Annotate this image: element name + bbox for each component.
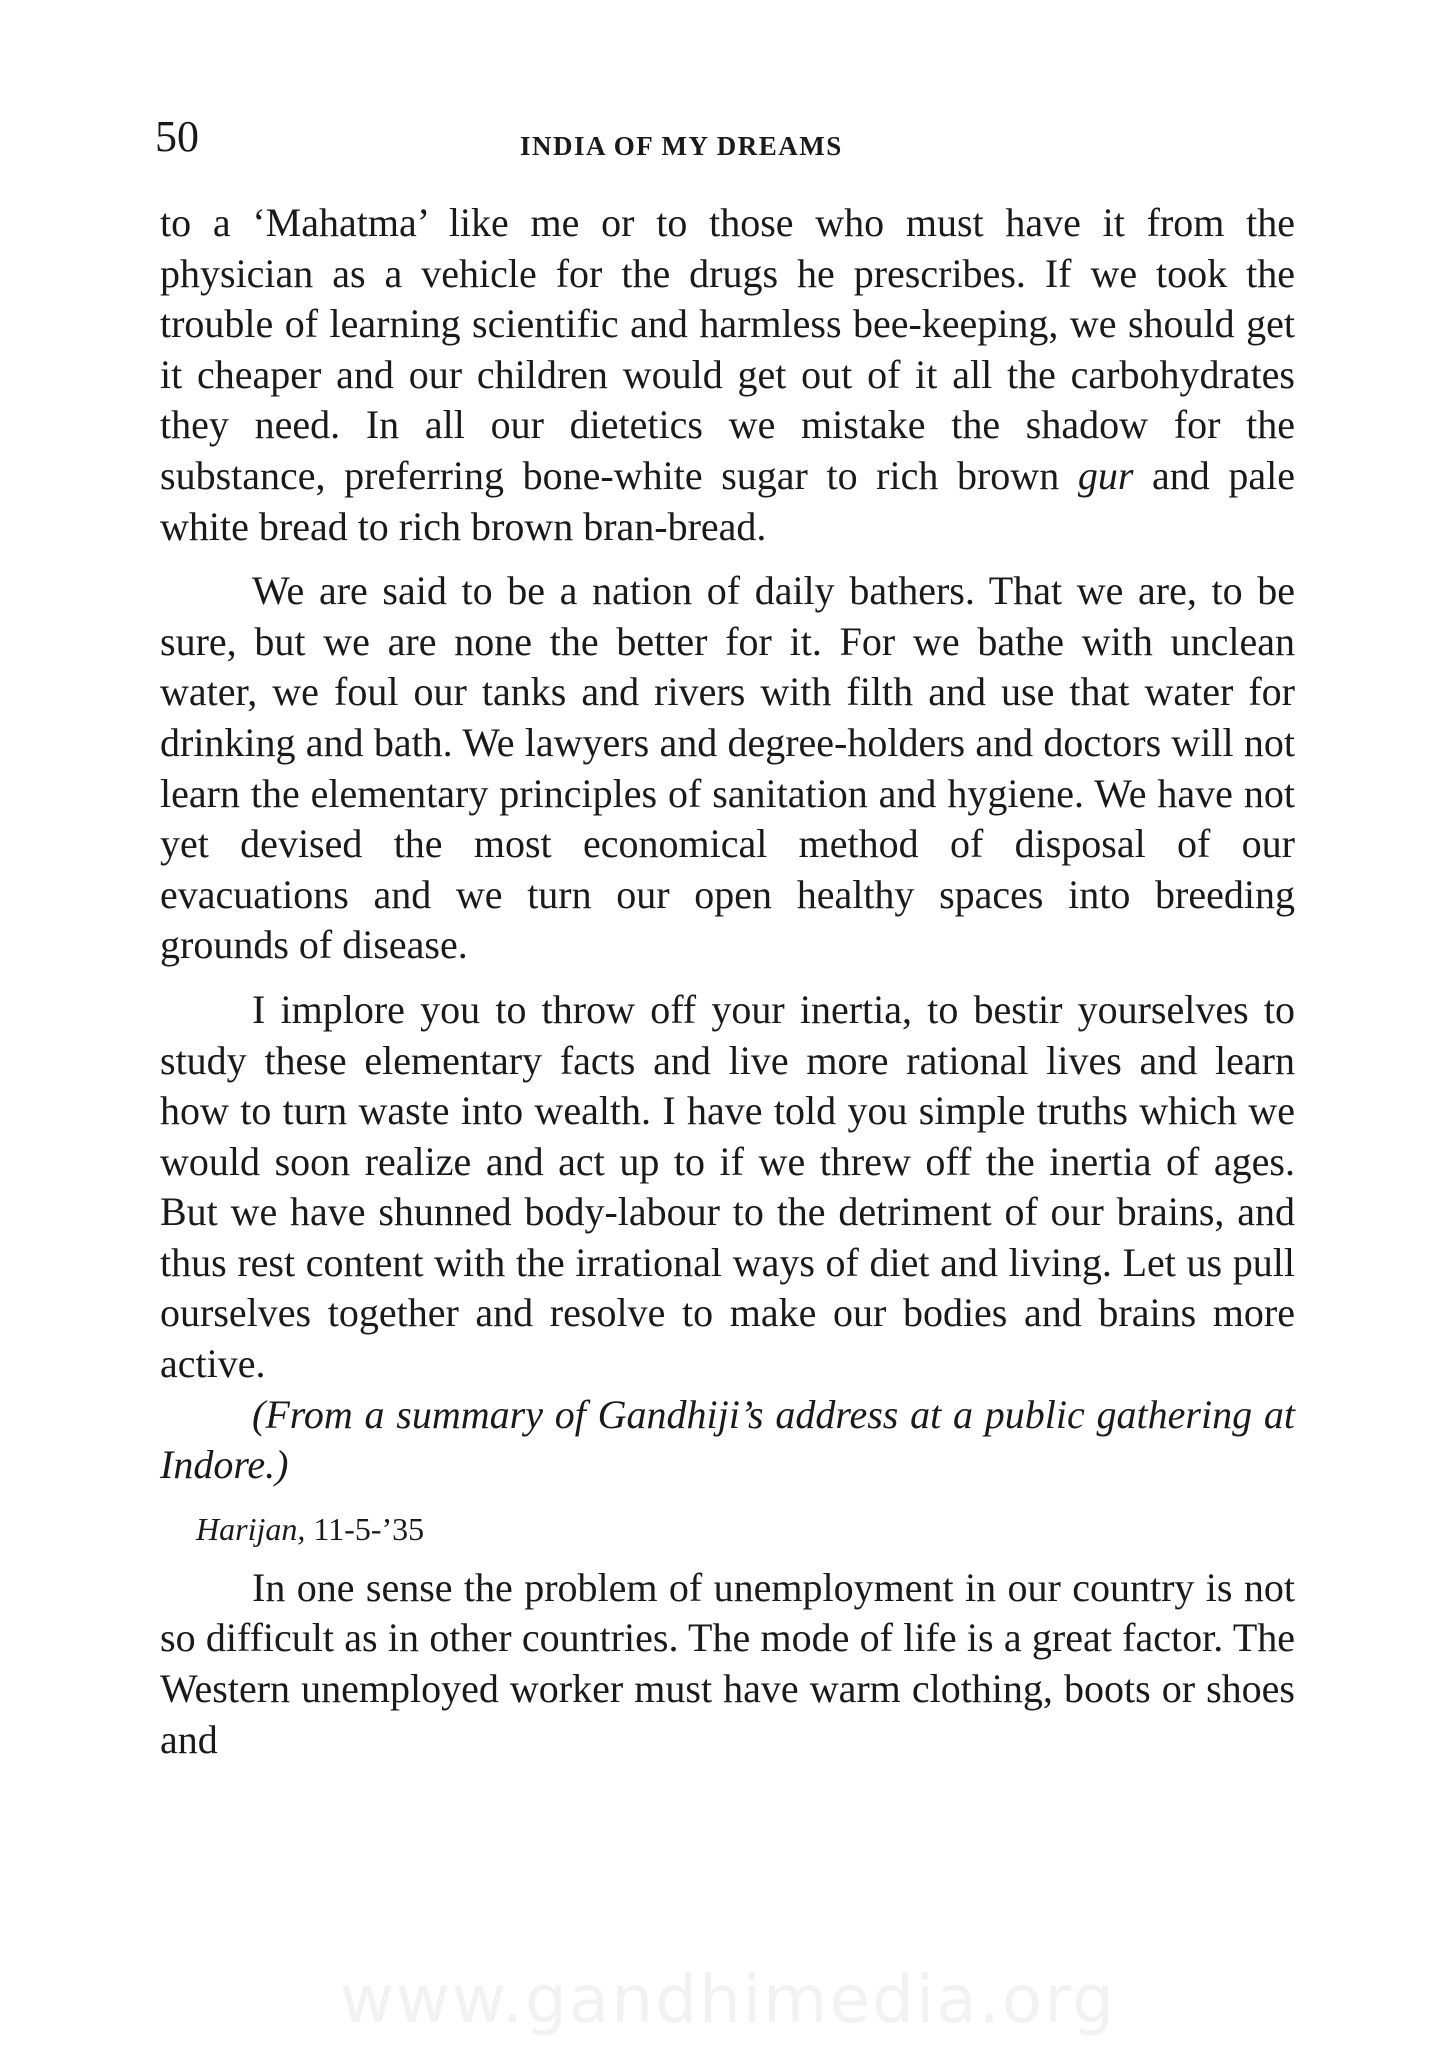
watermark: www.gandhimedia.org bbox=[340, 1961, 1116, 2038]
paragraph-unemployment: In one sense the problem of unemployment in our country is not so difficult as in other countries. The mode of life is a great factor. The Western unemployed worker must have warm clothing, boots or shoes and bbox=[160, 1564, 1295, 1762]
paragraph-text: and pale white bread to rich brown bran-bread. bbox=[160, 452, 1296, 549]
citation-source: Harijan, bbox=[196, 1510, 306, 1547]
source-note bbox=[160, 1390, 1295, 1491]
running-head: INDIA OF MY DREAMS bbox=[520, 131, 843, 161]
italic-term: gur bbox=[1077, 452, 1134, 498]
citation-date: 11-5-’35 bbox=[305, 1510, 425, 1547]
paragraph-text: to a ‘Mahatma’ like me or to those who must have it from the physician as a vehicle for the drugs he prescribes. If we took the trouble of learning scientific and harmless bee-keeping, we should get it cheaper and our children would get out of it all the carbohydrates they need. In all our dietetics we mistake the shadow for the substance, preferring bone-white sugar to rich brown bbox=[160, 200, 1295, 498]
citation bbox=[160, 1509, 1295, 1549]
paragraph-bathers: We are said to be a nation of daily bathers. That we are, to be sure, but we are none the better for it. For we bathe with unclean water, we foul our tanks and rivers with filth and use that water for drinking and bath. We lawyers and degree-holders and doctors will not learn the elementary principles of sanitation and hygiene. We have not yet devised the most economical method of disposal of our evacuations and we turn our open healthy spaces into breeding grounds of disease. bbox=[160, 568, 1295, 968]
paragraph-continued bbox=[160, 198, 1295, 552]
body-text bbox=[160, 198, 1295, 1765]
source-note-text: (From a summary of Gandhiji’s address at a public gathering at Indore.) bbox=[160, 1391, 1295, 1488]
paragraph-inertia: I implore you to throw off your inertia, to bestir yourselves to study these elementary facts and live more rational lives and learn how to turn waste into wealth. I have told you simple truths which we would soon realize and act up to if we threw off the inertia of ages. But we have shunned body-labour to the detriment of our brains, and thus rest content with the irrational ways of diet and living. Let us pull ourselves together and resolve to make our bodies and brains more active. bbox=[160, 986, 1295, 1387]
page-number: 50 bbox=[155, 112, 199, 161]
